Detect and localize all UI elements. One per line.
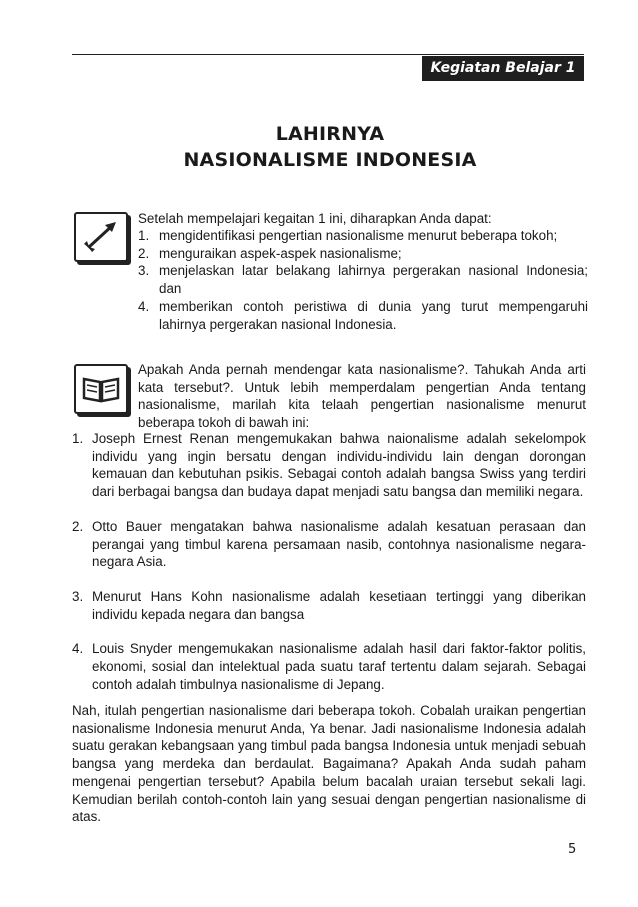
page-number: 5 bbox=[568, 842, 577, 857]
list-number: 1. bbox=[72, 431, 84, 446]
list-number: 3. bbox=[72, 588, 84, 604]
page-title-line2: NASIONALISME INDONESIA bbox=[183, 149, 477, 171]
objectives-list bbox=[138, 227, 588, 333]
open-book-icon bbox=[74, 364, 128, 414]
page-title-line1: LAHIRNYA bbox=[275, 123, 385, 145]
list-text: memberikan contoh peristiwa di dunia yang turut mempengaruhi lahirnya pergerakan nasional Indonesia. bbox=[159, 298, 588, 332]
definitions-list bbox=[72, 430, 586, 693]
list-number: 1. bbox=[138, 228, 150, 243]
list-text: menjelaskan latar belakang lahirnya pergerakan nasional Indonesia; dan bbox=[159, 263, 588, 297]
list-number: 4. bbox=[138, 298, 150, 314]
list-number: 2. bbox=[72, 518, 84, 534]
list-item bbox=[72, 588, 586, 623]
closing-paragraph: Nah, itulah pengertian nasionalisme dari beberapa tokoh. Cobalah uraikan pengertian nasionalisme Indonesia menurut Anda, Ya benar. Jadi nasionalisme Indonesia adalah suatu gerakan kebangsaan yang timbul pada bangsa Indonesia untuk menjadi sebuah bangsa yang merdeka dan berdaulat. Bagaimana? Apakah Anda sudah paham mengenai pengertian tersebut? Apabila belum bacalah uraian tersebut sekali lagi. Kemudian berilah contoh-contoh lain yang sesuai dengan pengertian nasionalisme di atas. bbox=[72, 703, 586, 825]
list-text: Louis Snyder mengemukakan nasionalisme adalah hasil dari faktor-faktor politis, ekonomi, sosial dan intelektual pada suatu taraf tertentu dalam sejarah. Sebagai contoh adalah timbulnya nasionalisme di Jepang. bbox=[92, 641, 586, 692]
list-number: 3. bbox=[138, 263, 150, 279]
list-item bbox=[72, 518, 586, 571]
list-text: Joseph Ernest Renan mengemukakan bahwa naionalisme adalah sekelompok individu yang ingin bersatu dengan individu-individu lain dengan dorongan kemauan dan kebutuhan psikis. Sebagai contoh adalah bangsa Swiss yang terdiri dari berbagai bangsa dan budaya dapat menjadi satu bangsa dan memiliki negara. bbox=[92, 431, 586, 500]
list-text: Otto Bauer mengatakan bahwa nasionalisme adalah kesatuan perasaan dan perangai yang timbul karena persamaan nasib, contohnya nasionalisme negara-negara Asia. bbox=[92, 518, 586, 570]
list-text: mengidentifikasi pengertian nasionalisme menurut beberapa tokoh; bbox=[159, 228, 558, 243]
list-item bbox=[138, 298, 588, 333]
list-text: Menurut Hans Kohn nasionalisme adalah kesetiaan tertinggi yang diberikan individu kepada negara dan bangsa bbox=[92, 588, 586, 622]
list-item bbox=[138, 227, 588, 245]
list-number: 4. bbox=[72, 641, 84, 657]
list-item bbox=[72, 640, 586, 693]
objectives-intro: Setelah mempelajari kegaitan 1 ini, diharapkan Anda dapat: bbox=[138, 211, 492, 226]
arrow-target-icon bbox=[74, 212, 128, 262]
section-badge: Kegiatan Belajar 1 bbox=[422, 56, 584, 81]
list-item bbox=[138, 245, 588, 263]
list-text: menguraikan aspek-aspek nasionalisme; bbox=[159, 245, 402, 261]
list-item bbox=[138, 262, 588, 297]
reading-question: Apakah Anda pernah mendengar kata nasionalisme?. Tahukah Anda arti kata tersebut?. Untuk lebih memperdalam pengertian Anda tentang nasionalisme, marilah kita telaah pengertian nasionalisme menurut beberapa tokoh di bawah ini: bbox=[138, 362, 586, 431]
header-rule bbox=[72, 54, 584, 55]
list-number: 2. bbox=[138, 245, 150, 261]
list-item bbox=[72, 430, 586, 501]
